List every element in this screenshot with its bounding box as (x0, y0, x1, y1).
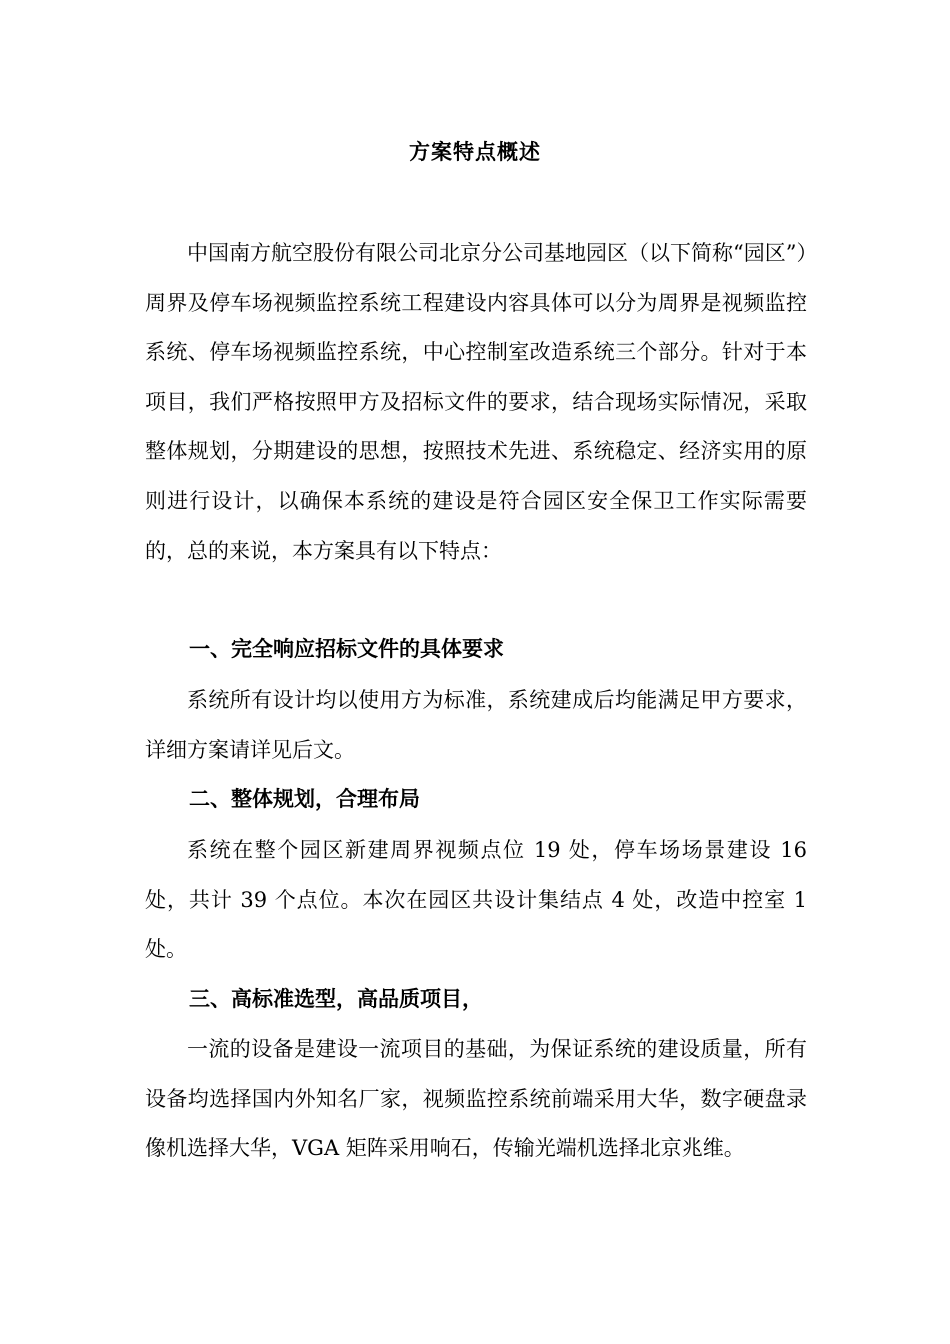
section-heading-3: 三、高标准选型，高品质项目， (189, 986, 483, 1011)
document-title: 方案特点概述 (409, 139, 541, 164)
section-paragraph-3: 一流的设备是建设一流项目的基础，为保证系统的建设质量，所有设备均选择国内外知名厂家，视频监控系统前端采用大华，数字硬盘录像机选择大华，VGA 矩阵采用响石，传输光端机选择北京兆维。 (145, 1037, 807, 1161)
intro-paragraph: 中国南方航空股份有限公司北京分公司基地园区（以下简称“园区”）周界及停车场视频监控系统工程建设内容具体可以分为周界是视频监控系统、停车场视频监控系统，中心控制室改造系统三个部分。针对于本项目，我们严格按照甲方及招标文件的要求，结合现场实际情况，采取整体规划，分期建设的思想，按照技术先进、系统稳定、经济实用的原则进行设计，以确保本系统的建设是符合园区安全保卫工作实际需要的，总的来说，本方案具有以下特点： (145, 241, 807, 563)
section-heading-2: 二、整体规划，合理布局 (189, 786, 420, 811)
section-paragraph-1: 系统所有设计均以使用方为标准，系统建成后均能满足甲方要求，详细方案请详见后文。 (145, 688, 807, 762)
section-paragraph-2: 系统在整个园区新建周界视频点位 19 处，停车场场景建设 16 处，共计 39 个点位。本次在园区共设计集结点 4 处，改造中控室 1 处。 (145, 838, 807, 962)
section-heading-1: 一、完全响应招标文件的具体要求 (189, 636, 504, 661)
